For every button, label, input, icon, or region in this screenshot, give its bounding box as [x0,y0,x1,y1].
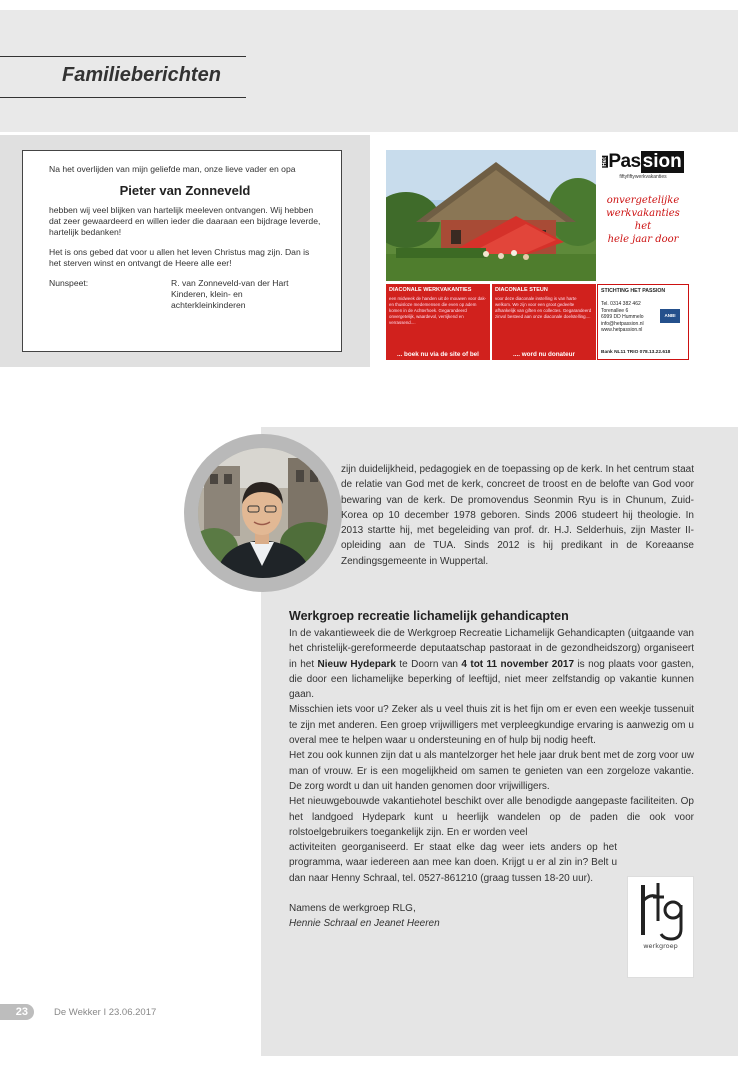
ad-col1-title: DIACONALE WERKVAKANTIES [389,287,472,293]
passion-logo [597,151,689,173]
venue-name: Nieuw Hydepark [317,658,396,670]
closing-signers: Hennie Schraal en Jeanet Heeren [289,918,440,930]
ad-col2-title: DIACONALE STEUN [495,287,548,293]
logo-subtitle: fiftyfiftywerkvakanties [619,174,667,180]
ad-website: www.hetpassion.nl [601,327,643,334]
logo-pas: Pas [608,151,641,172]
ad-email: info@hetpassion.nl [601,320,644,327]
anbi-badge: ANBI [660,309,680,323]
passion-logo-block [597,150,689,281]
rlg-mark [628,877,695,949]
title-rule-top [0,56,246,57]
ad-street: Torenallee 6 [601,307,629,314]
logo-sion: sion [642,151,682,172]
signer-line: R. van Zonneveld-van der Hart [171,278,289,288]
page-number: 23 [0,1004,34,1020]
portrait-photo [198,448,328,578]
ad-col2-cta: .... word nu donateur [513,351,575,358]
closing-line: Namens de werkgroep RLG, [289,903,416,915]
footer-publication: De Wekker I 23.06.2017 [54,1006,157,1018]
article-text: te Doorn van [395,658,462,670]
signer-line: achterkleinkinderen [171,300,246,310]
rlg-logo-caption: werkgroep [643,942,678,950]
passion-advertisement [386,150,690,360]
ad-column-werkvakanties [386,284,490,360]
article-paragraph [289,626,694,702]
ad-city: 6999 DD Hummelo [601,314,644,321]
rlg-logo [627,876,694,978]
article-title: Werkgroep recreatie lichamelijk gehandicapten [289,609,569,623]
slogan-line: werkvakanties [606,208,680,219]
article-paragraph: activiteiten georganiseerd. Er staat elke dag weer iets anders op het programma, waar iedereen aan mee kan doen. Krijgt u er al zin in? Belt u dan naar Henny Schraal, tel. 0527-861210 (graag tussen 18-20 uur). [289,842,617,884]
ad-box-title: STICHTING HET PASSION [601,288,666,294]
signer-line: Kinderen, klein- en [171,289,243,299]
article-paragraph: Het nieuwgebouwde vakantiehotel beschikt over alle benodigde aangepaste faciliteiten. Op het landgoed Hydepark kunt u heerlijk wandelen op de paden die ook voor rolstoelgebruikers toegankelijk zijn. En er worden veel [289,796,694,838]
deceased-name: Pieter van Zonneveld [119,183,251,198]
ad-col2-text: voor deze diaconale instelling is van harte welkom. We zijn voor een groot gedeelte afhankelijk van giften en collectes. Gegarandeerd zinvol besteed aan onze diaconale doelstelling.... [495,296,592,319]
page-footer [0,1004,156,1020]
notice-thanks: hebben wij veel blijken van hartelijk meeleven ontvangen. Wij hebben dat zeer gewaardeerd en willen ieder die daaraan een bijdrage leverde, hartelijk bedanken! [49,205,321,237]
slogan-line: hele jaar door [607,234,679,245]
article-text: is nog plaats voor gasten, die door een lichamelijke beperking of leeftijd, niet meer zelfstandig op vakantie kunnen gaan. [289,658,694,701]
ad-farmhouse-photo [386,150,596,281]
notice-signature [49,278,321,311]
notice-faith: Het is ons gebed dat voor u allen het leven Christus mag zijn. Dan is het sterven winst en ontvangt de Heere alle eer! [49,247,310,268]
ad-slogan [597,194,689,246]
ad-bank: Bank NL11 TRIO 078.13.22.618 [601,349,671,355]
notice-place: Nunspeet: [49,278,89,288]
article-paragraph: Het zou ook kunnen zijn dat u als mantelzorger het hele jaar druk bent met de zorg voor uw man of vrouw. Er is een mogelijkheid om samen te genieten van een zorgeloze vakantie. De zorg wordt u dan uit handen genomen door vrijwilligers. [289,750,694,792]
notice-signers [171,278,289,311]
promovendus-bio: zijn duidelijkheid, pedagogiek en de toepassing op de kerk. In het centrum staat de relatie van God met de kerk, concreet de troost en de belofte van God voor bewaring van de kerk. De promovendus Seonmin Ryu is in Chunum, Zuid-Korea op 10 december 1978 geboren. Sinds 2006 studeert hij theologie. In 2013 startte hij, met begeleiding van prof. dr. H.J. Selderhuis, zijn Master II-opleiding aan de TUA. Sinds 2012 is hij predikant in de Koreaanse Zendingsgemeente in Wuppertal. [341,464,694,567]
slogan-line: onvergetelijke [606,195,680,206]
logo-het: Het [602,157,609,167]
ad-contact-box [597,284,689,360]
slogan-line: het [634,221,652,232]
ad-col1-text: een midweek de handen uit de mouwen voor dak- en thuisloze medemensen die even op adem komen in de Achterhoek. Gegarandeerd onvergetelijk, waardevol, verrijkend en verrassend.... [389,296,487,325]
notice-intro: Na het overlijden van mijn geliefde man, onze lieve vader en opa [49,164,296,174]
article-paragraph: Misschien iets voor u? Zeker als u veel thuis zit is het fijn om er even een weekje tussenuit te zijn met anderen. Een groep vrijwilligers met verpleegkundige ervaring is aanwezig om u overal mee te helpen waar u ondersteuning en of hulp bij nodig heeft. [289,704,694,747]
ad-phone: Tel. 0314 382 462 [601,301,641,308]
ad-column-steun [492,284,596,360]
death-notice [22,150,342,352]
section-title: Familieberichten [62,64,221,86]
title-rule-bottom [0,97,246,98]
event-dates: 4 tot 11 november 2017 [461,658,575,670]
ad-col1-cta: ... boek nu via de site of bel [397,351,479,358]
article-text: In de vakantieweek die de Werkgroep Recreatie Lichamelijk Gehandicapten (uitgaande van het christelijk-gereformeerde deputaatschap pastoraat in de gezondheidszorg) organiseert in het [289,628,694,670]
